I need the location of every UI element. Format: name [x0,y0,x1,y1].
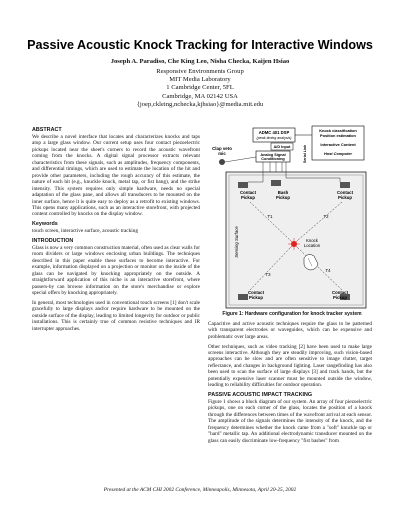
pickup-label: Contact [248,290,264,295]
conference-footer: Presented at the ACM CHI 2002 Conference, Minneapolis, Minnesota, April 20-25, 2002 [103,487,297,493]
introduction-paragraph: In general, most technologies used in conventional touch screens [1] don't scale gracefully to large displays and/or require hardware to be mounted on the outside surface of the display, leading to limited longevity for outdoor or public installations. This is certainly true of common resistive techniques and IR interrupter approaches. [32,299,200,332]
timing-label-t2: T2 [323,214,329,219]
pickup-label: Pickup [240,195,256,200]
body-paragraph: Figure 1 shows a block diagram of our system. An array of four piezoelectric pickups, one on each corner of the glass, locates the position of a knock through the differences between times of the wavefront arrival at each sensor. The amplitude of the signals determines the intensity of the knock, and the frequency determines whether the knock came from a "soft" knuckle tap or "hard" metallic tap. An additional electrodynamic transducer mounted on the glass can easily discriminate low-frequency "fist bashes" from [208,398,372,444]
timing-label-t1: T1 [267,214,273,219]
bash-pickup-label: Pickup [275,195,291,200]
affiliation-line: Cambridge, MA 02142 USA [162,92,238,100]
pickup-label: Pickup [337,195,353,200]
dsp-sublabel: (peak-timing analysis) [256,136,292,140]
timing-label-t3: T3 [265,272,271,277]
section-heading: PASSIVE ACOUSTIC IMPACT TRACKING [208,391,313,398]
abstract-heading: ABSTRACT [32,127,62,133]
right-column [208,321,372,447]
bash-pickup [271,180,281,186]
affiliation-line: MIT Media Laboratory [169,76,231,84]
sensing-surface-label: Sensing Surface [234,226,239,258]
contact-pickup-bottom-left [238,294,248,300]
affiliation-block [0,68,400,109]
keywords-heading: Keywords [32,221,58,228]
body-paragraph: Capacitive and active acoustic techniques require the glass to be patterned with transparent electrodes or waveguides, which can be expensive and problematic over large areas. [208,321,372,340]
figure-1-diagram [208,124,376,312]
keywords-text: touch screen, interactive surface, acoustic tracking [32,228,138,235]
host-label: Position estimation [320,133,356,138]
knock-location-label: Knock [306,238,318,243]
clap-veto-label: mic [218,151,226,156]
affiliation-line: Responsive Environments Group [156,68,244,75]
analog-label: Analog Signal [260,152,286,157]
knock-location-label: Location [303,243,321,248]
body-paragraph: Other techniques, such as video tracking [2] have been used to make large screens interactive. Although they are steadily improving, such vision-based approaches can be slow and are often sensitive to image clutter, target reflectance, and changes in background lighting. Laser rangefinding has also been used to scan the surface of large displays [3] and track hands, but the potentially expensive laser scanner must be mounted outside the window, leading to reliability difficulties for outdoor operation. [208,343,372,389]
author-list: Joseph A. Paradiso, Che King Leo, Nisha Checka, Kaijen Hsiao [110,58,290,65]
clap-veto-label: Clap veto [212,146,232,151]
host-label: Knock classification [319,128,357,133]
contact-pickup-top-right [340,182,350,188]
serial-link-label: Serial Link [303,144,307,164]
introduction-paragraph: Glass is now a very common construction material, often used as clear walls for room dividers or large windows enclosing urban buildings. The techniques described in this paper enable these surfaces to become interactive. For example, information displayed on a projection or monitor on the inside of the glass can be navigated by knocking appropriately on the outside. A straightforward application of this niche is an interactive storefront, where passers-by can browse information on the store's merchandise or explore special offers by knocking appropriately. [32,244,200,297]
timing-label-t4: T4 [325,268,331,273]
analog-label: Conditioning [261,157,285,162]
microphone-icon [219,159,225,165]
bash-pickup-label: Bash [277,190,289,195]
figure-caption: Figure 1: Hardware configuration for knock tracker system [222,311,362,317]
pickup-label: Pickup [332,295,348,300]
contact-pickup-top-left [238,182,248,188]
host-label: Interactive Content [320,142,356,147]
introduction-heading: INTRODUCTION [32,237,74,244]
pickup-label: Contact [337,190,353,195]
pickup-label: Contact [240,190,256,195]
pickup-label: Contact [332,290,348,295]
pickup-label: Pickup [248,295,264,300]
affiliation-line: 1 Cambridge Center, 5FL [166,84,234,92]
dsp-label: ADMC 401 DSP [258,130,290,135]
ad-input-label: A/D Input [273,145,291,150]
affiliation-email: {joep,ckleing,nchecka,kjhsiao}@media.mit.edu [136,100,264,108]
abstract-text: We describe a novel interface that locates and characterizes knocks and taps atop a large glass window. Our current setup uses four contact piezoelectric pickups located near the sheet's corners to record the acoustic wavefront coming from the knocks. A digital signal processor extracts relevant characteristics from these signals, such as amplitudes, frequency components, and differential timings, which are used to estimate the location of the hit and provide other parameters, including the rough accuracy of this estimate, the nature of each hit (e.g., knuckle knock, metal tap, or fist bang), and the strike intensity. This system requires only simple hardware, needs no special adaptation of the glass pane, and allows all transducers to be mounted on the inner surface, hence it is quite easy to deploy as a retrofit to existing windows. This opens many applications, such as an interactive storefront, with projected content controlled by knocks on the display window. [32,134,200,218]
paper-title: Passive Acoustic Knock Tracking for Interactive Windows [27,38,373,52]
host-label: Host Computer [323,151,353,156]
left-column [32,126,200,335]
